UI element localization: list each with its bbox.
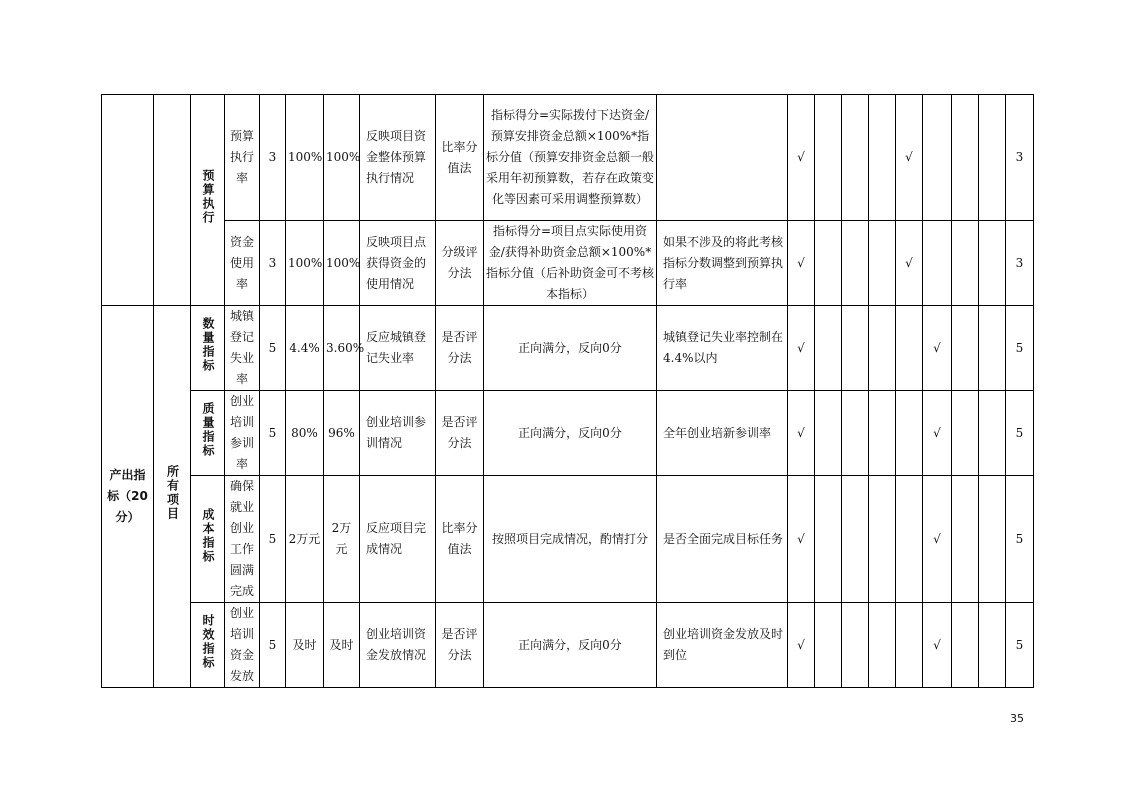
method-cell: 比率分值法 [436,95,484,221]
formula-cell: 正向满分，反向0分 [484,306,657,391]
page-number: 35 [1010,712,1024,725]
empty-cell [952,221,979,306]
empty-cell [815,391,842,476]
level3-cell: 确保就业创业工作圆满完成 [225,476,260,603]
method-cell: 是否评分法 [436,603,484,688]
empty-cell [815,221,842,306]
weight-cell: 3 [260,221,286,306]
formula-cell: 指标得分=实际拨付下达资金/预算安排资金总额×100%*指标分值（预算安排资金总额一般采用年初预算数，若存在政策变化等因素可采用调整预算数） [484,95,657,221]
weight-cell: 5 [260,603,286,688]
weight-cell: 5 [260,391,286,476]
mark-cell-2: √ [923,306,952,391]
table-row [102,603,1034,688]
table-row [102,391,1034,476]
table-row [102,95,1034,221]
actual-cell: 96% [324,391,360,476]
empty-cell [896,391,923,476]
score-cell: 3 [1006,221,1034,306]
formula-cell: 按照项目完成情况，酌情打分 [484,476,657,603]
desc-cell: 反映项目资金整体预算执行情况 [360,95,436,221]
empty-cell [979,391,1006,476]
empty-cell [815,95,842,221]
actual-cell: 2万元 [324,476,360,603]
empty-cell [952,306,979,391]
empty-cell [952,391,979,476]
weight-cell: 5 [260,476,286,603]
mark-cell-1: √ [788,221,815,306]
method-cell: 是否评分法 [436,391,484,476]
note-cell [657,95,788,221]
weight-cell: 3 [260,95,286,221]
level2-cell: 时效指标 [191,603,225,688]
empty-cell [896,476,923,603]
score-cell: 3 [1006,95,1034,221]
mark-cell-2: √ [923,476,952,603]
target-cell: 100% [286,221,324,306]
note-cell: 是否全面完成目标任务 [657,476,788,603]
note-cell: 全年创业培新参训率 [657,391,788,476]
level2-cell: 成本指标 [191,476,225,603]
empty-cell [815,476,842,603]
actual-cell: 100% [324,95,360,221]
score-cell: 5 [1006,603,1034,688]
formula-cell: 正向满分，反向0分 [484,603,657,688]
actual-cell: 100% [324,221,360,306]
empty-cell [869,476,896,603]
performance-indicator-table [101,94,1034,688]
empty-cell [842,95,869,221]
level3-cell: 创业培训参训率 [225,391,260,476]
empty-cell [842,391,869,476]
mark-cell-2: √ [923,391,952,476]
target-cell: 100% [286,95,324,221]
table-row [102,306,1034,391]
empty-cell [842,476,869,603]
empty-cell [869,603,896,688]
method-cell: 比率分值法 [436,476,484,603]
empty-cell [979,306,1006,391]
formula-cell: 正向满分，反向0分 [484,391,657,476]
method-cell: 分级评分法 [436,221,484,306]
note-cell: 如果不涉及的将此考核指标分数调整到预算执行率 [657,221,788,306]
empty-cell [952,95,979,221]
project-cell: 所有项目 [154,306,191,688]
empty-cell [896,603,923,688]
empty-cell [842,306,869,391]
empty-cell [923,221,952,306]
level3-cell: 预算执行率 [225,95,260,221]
empty-cell [952,603,979,688]
level2-cell: 数量指标 [191,306,225,391]
actual-cell: 3.60% [324,306,360,391]
level2-cell: 预算执行 [191,95,225,306]
formula-cell: 指标得分=项目点实际使用资金/获得补助资金总额×100%*指标分值（后补助资金可不考核本指标） [484,221,657,306]
desc-cell: 反应项目完成情况 [360,476,436,603]
score-cell: 5 [1006,391,1034,476]
empty-cell [979,603,1006,688]
method-cell: 是否评分法 [436,306,484,391]
level3-cell: 城镇登记失业率 [225,306,260,391]
mark-cell-2: √ [923,603,952,688]
target-cell: 2万元 [286,476,324,603]
empty-cell [979,476,1006,603]
desc-cell: 反应城镇登记失业率 [360,306,436,391]
score-cell: 5 [1006,306,1034,391]
empty-cell [869,221,896,306]
level1-cell [102,95,154,306]
mark-cell-1: √ [788,391,815,476]
project-cell [154,95,191,306]
mark-cell-1: √ [788,95,815,221]
desc-cell: 创业培训参训情况 [360,391,436,476]
desc-cell: 反映项目点获得资金的使用情况 [360,221,436,306]
empty-cell [869,391,896,476]
target-cell: 80% [286,391,324,476]
level2-cell: 质量指标 [191,391,225,476]
empty-cell [979,221,1006,306]
mark-cell-1: √ [788,306,815,391]
target-cell: 4.4% [286,306,324,391]
level3-cell: 创业培训资金发放 [225,603,260,688]
target-cell: 及时 [286,603,324,688]
empty-cell [869,306,896,391]
weight-cell: 5 [260,306,286,391]
empty-cell [815,306,842,391]
level1-cell: 产出指标（20分） [102,306,154,688]
empty-cell [815,603,842,688]
mark-cell-1: √ [788,476,815,603]
mark-cell-2: √ [896,221,923,306]
mark-cell-2: √ [896,95,923,221]
empty-cell [842,221,869,306]
note-cell: 创业培训资金发放及时到位 [657,603,788,688]
table-row [102,476,1034,603]
level3-cell: 资金使用率 [225,221,260,306]
empty-cell [842,603,869,688]
note-cell: 城镇登记失业率控制在4.4%以内 [657,306,788,391]
table-row [102,221,1034,306]
empty-cell [896,306,923,391]
empty-cell [952,476,979,603]
score-cell: 5 [1006,476,1034,603]
empty-cell [869,95,896,221]
actual-cell: 及时 [324,603,360,688]
empty-cell [923,95,952,221]
empty-cell [979,95,1006,221]
desc-cell: 创业培训资金发放情况 [360,603,436,688]
mark-cell-1: √ [788,603,815,688]
